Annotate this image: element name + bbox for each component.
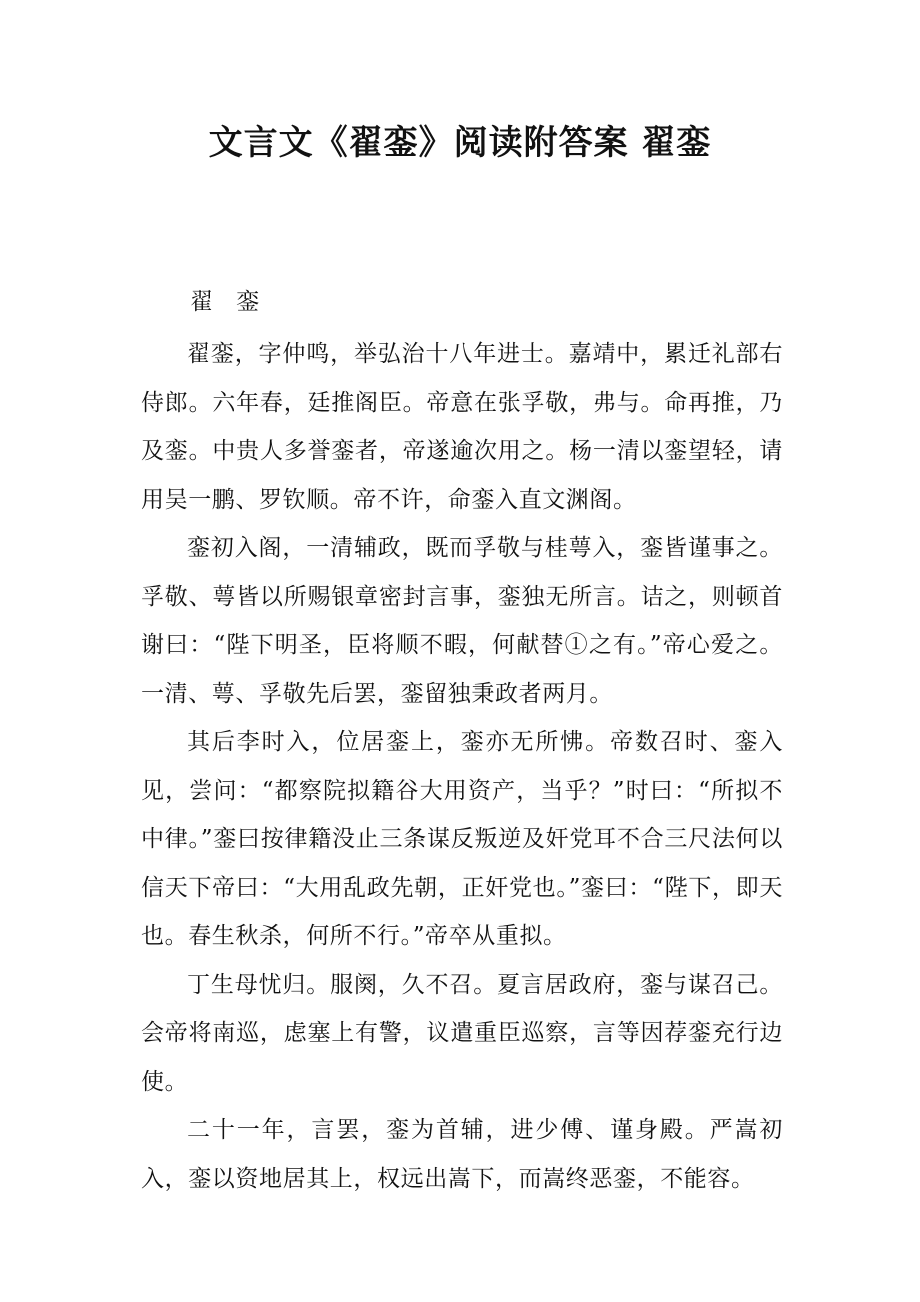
paragraph-3: 其后李时入，位居銮上，銮亦无所怫。帝数召时、銮入见，尝问：“都察院拟籍谷大用资产，当乎？”时曰：“所拟不中律。”銮曰按律籍没止三条谋反叛逆及奸党耳不合三尺法何以信天下帝曰：“大用乱政先朝，正奸党也。”銮曰：“陛下，即天也。春生秋杀，何所不行。”帝卒从重拟。 — [141, 729, 783, 949]
paragraph-1: 翟銮，字仲鸣，举弘治十八年进士。嘉靖中，累迁礼部右侍郎。六年春，廷推阁臣。帝意在张孚敬，弗与。命再推，乃及銮。中贵人多誉銮者，帝遂逾次用之。杨一清以銮望轻，请用吴一鹏、罗钦顺。帝不许，命銮入直文渊阁。 — [141, 341, 783, 513]
section-heading: 翟 銮 — [190, 289, 268, 315]
paragraph-2: 銮初入阁，一清辅政，既而孚敬与桂萼入，銮皆谨事之。孚敬、萼皆以所赐银章密封言事，銮独无所言。诘之，则顿首谢曰：“陛下明圣，臣将顺不暇，何献替①之有。”帝心爱之。一清、萼、孚敬先后罢，銮留独秉政者两月。 — [141, 535, 783, 707]
paragraph-4: 丁生母忧归。服阕，久不召。夏言居政府，銮与谋召己。会帝将南巡，虑塞上有警，议遣重臣巡察，言等因荐銮充行边使。 — [141, 971, 783, 1095]
page-title: 文言文《翟銮》阅读附答案 翟銮 — [208, 123, 712, 163]
document-body — [141, 330, 783, 1203]
paragraph-5: 二十一年，言罢，銮为首辅，进少傅、谨身殿。严嵩初入，銮以资地居其上，权远出嵩下，而嵩终恶銮，不能容。 — [141, 1117, 783, 1192]
